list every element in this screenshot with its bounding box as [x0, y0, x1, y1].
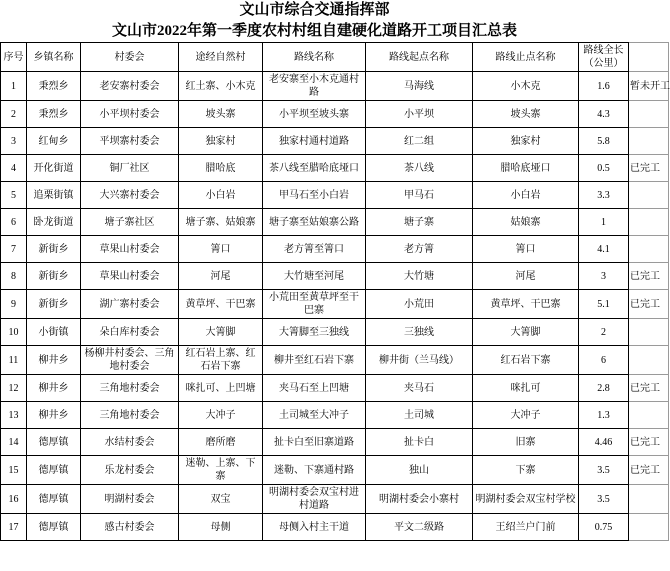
- cell-serial: 3: [1, 128, 27, 155]
- cell-end-point: 王绍兰户门前: [473, 514, 579, 541]
- header-township: 乡镇名称: [27, 43, 81, 72]
- cell-total-length: 5.1: [579, 290, 629, 319]
- cell-route-name: 小荒田至黄草坪至干巴寨: [263, 290, 366, 319]
- cell-serial: 10: [1, 319, 27, 346]
- header-village-committee: 村委会: [81, 43, 179, 72]
- cell-status: [629, 319, 669, 346]
- cell-natural-villages: 红石岩上寨、红石岩下寨: [179, 346, 263, 375]
- empty-grid-cell: [629, 21, 669, 43]
- cell-village-committee: 塘子寨社区: [81, 209, 179, 236]
- cell-township: 新街乡: [27, 290, 81, 319]
- cell-serial: 12: [1, 375, 27, 402]
- cell-village-committee: 平坝寨村委会: [81, 128, 179, 155]
- header-start-point: 路线起点名称: [366, 43, 473, 72]
- cell-village-committee: 感古村委会: [81, 514, 179, 541]
- cell-end-point: 咪扎可: [473, 375, 579, 402]
- table-row: [1, 236, 669, 263]
- cell-natural-villages: 独家村: [179, 128, 263, 155]
- cell-serial: 16: [1, 485, 27, 514]
- cell-village-committee: 水结村委会: [81, 429, 179, 456]
- cell-township: 追栗街镇: [27, 182, 81, 209]
- cell-status: [629, 182, 669, 209]
- cell-serial: 7: [1, 236, 27, 263]
- cell-township: 秉烈乡: [27, 101, 81, 128]
- cell-township: 柳井乡: [27, 402, 81, 429]
- cell-end-point: 小木克: [473, 72, 579, 101]
- cell-total-length: 0.5: [579, 155, 629, 182]
- cell-start-point: 塘子寨: [366, 209, 473, 236]
- cell-total-length: 3: [579, 263, 629, 290]
- cell-serial: 14: [1, 429, 27, 456]
- cell-status: [629, 485, 669, 514]
- cell-route-name: 大箐脚至三独线: [263, 319, 366, 346]
- table-row: [1, 429, 669, 456]
- header-natural-villages: 途经自然村: [179, 43, 263, 72]
- cell-village-committee: 杨柳井村委会、三角地村委会: [81, 346, 179, 375]
- cell-route-name: 小平坝至坡头寨: [263, 101, 366, 128]
- cell-status: 已完工: [629, 429, 669, 456]
- cell-serial: 4: [1, 155, 27, 182]
- cell-status: 已完工: [629, 375, 669, 402]
- cell-serial: 11: [1, 346, 27, 375]
- cell-total-length: 3.5: [579, 456, 629, 485]
- cell-route-name: 夹马石至上凹塘: [263, 375, 366, 402]
- cell-township: 德厚镇: [27, 429, 81, 456]
- table-row: [1, 155, 669, 182]
- cell-natural-villages: 红土寨、小木克: [179, 72, 263, 101]
- cell-village-committee: 小平坝村委会: [81, 101, 179, 128]
- cell-route-name: 明湖村委会双宝村进村道路: [263, 485, 366, 514]
- subtitle-row: [1, 21, 669, 43]
- cell-start-point: 甲马石: [366, 182, 473, 209]
- cell-start-point: 夹马石: [366, 375, 473, 402]
- cell-status: 已完工: [629, 290, 669, 319]
- cell-start-point: 独山: [366, 456, 473, 485]
- cell-status: [629, 209, 669, 236]
- cell-natural-villages: 河尾: [179, 263, 263, 290]
- table-row: [1, 72, 669, 101]
- cell-end-point: 旧寨: [473, 429, 579, 456]
- cell-natural-villages: 腊哈底: [179, 155, 263, 182]
- cell-end-point: 箐口: [473, 236, 579, 263]
- cell-end-point: 大冲子: [473, 402, 579, 429]
- cell-start-point: 土司城: [366, 402, 473, 429]
- cell-start-point: 三独线: [366, 319, 473, 346]
- cell-township: 柳井乡: [27, 375, 81, 402]
- cell-village-committee: 三角地村委会: [81, 402, 179, 429]
- header-row: [1, 43, 669, 72]
- table-row: [1, 402, 669, 429]
- cell-end-point: 黄草坪、干巴寨: [473, 290, 579, 319]
- cell-township: 德厚镇: [27, 514, 81, 541]
- cell-end-point: 红石岩下寨: [473, 346, 579, 375]
- cell-serial: 15: [1, 456, 27, 485]
- cell-status: [629, 236, 669, 263]
- cell-township: 德厚镇: [27, 456, 81, 485]
- table-row: [1, 290, 669, 319]
- cell-total-length: 2.8: [579, 375, 629, 402]
- table-row: [1, 375, 669, 402]
- cell-natural-villages: 黄草坪、干巴寨: [179, 290, 263, 319]
- cell-natural-villages: 磨所磨: [179, 429, 263, 456]
- table-row: [1, 485, 669, 514]
- cell-end-point: 腊哈底垭口: [473, 155, 579, 182]
- cell-serial: 6: [1, 209, 27, 236]
- cell-status: 已完工: [629, 155, 669, 182]
- cell-village-committee: 三角地村委会: [81, 375, 179, 402]
- cell-total-length: 3.3: [579, 182, 629, 209]
- cell-township: 秉烈乡: [27, 72, 81, 101]
- cell-total-length: 3.5: [579, 485, 629, 514]
- cell-total-length: 6: [579, 346, 629, 375]
- cell-end-point: 独家村: [473, 128, 579, 155]
- cell-township: 新街乡: [27, 236, 81, 263]
- cell-status: [629, 101, 669, 128]
- cell-end-point: 下寨: [473, 456, 579, 485]
- table-row: [1, 456, 669, 485]
- cell-village-committee: 老安寨村委会: [81, 72, 179, 101]
- cell-village-committee: 铜厂社区: [81, 155, 179, 182]
- cell-village-committee: 湖广寨村委会: [81, 290, 179, 319]
- cell-village-committee: 乐龙村委会: [81, 456, 179, 485]
- cell-status: 已完工: [629, 263, 669, 290]
- cell-start-point: 茶八线: [366, 155, 473, 182]
- cell-route-name: 老方箐至箐口: [263, 236, 366, 263]
- cell-status: 已完工: [629, 456, 669, 485]
- table-row: [1, 101, 669, 128]
- table-row: [1, 263, 669, 290]
- header-end-point: 路线止点名称: [473, 43, 579, 72]
- table-row: [1, 319, 669, 346]
- cell-natural-villages: 双宝: [179, 485, 263, 514]
- cell-total-length: 1.6: [579, 72, 629, 101]
- cell-natural-villages: 迷勒、上寨、下寨: [179, 456, 263, 485]
- header-total-length: 路线全长（公里）: [579, 43, 629, 72]
- cell-start-point: 明湖村委会小寨村: [366, 485, 473, 514]
- cell-natural-villages: 箐口: [179, 236, 263, 263]
- cell-end-point: 明湖村委会双宝村学校: [473, 485, 579, 514]
- cell-route-name: 老安寨至小木克通村路: [263, 72, 366, 101]
- cell-serial: 2: [1, 101, 27, 128]
- cell-route-name: 柳井至红石岩下寨: [263, 346, 366, 375]
- cell-township: 开化街道: [27, 155, 81, 182]
- cell-status: 暂未开工: [629, 72, 669, 101]
- cell-serial: 17: [1, 514, 27, 541]
- cell-serial: 5: [1, 182, 27, 209]
- cell-end-point: 河尾: [473, 263, 579, 290]
- cell-total-length: 4.3: [579, 101, 629, 128]
- cell-start-point: 柳井街（兰马线）: [366, 346, 473, 375]
- title-row: [1, 0, 669, 21]
- cell-total-length: 4.1: [579, 236, 629, 263]
- table-body: [1, 72, 669, 541]
- cell-route-name: 茶八线至腊哈底垭口: [263, 155, 366, 182]
- document-title: 文山市综合交通指挥部: [239, 1, 390, 18]
- cell-serial: 1: [1, 72, 27, 101]
- table-row: [1, 514, 669, 541]
- cell-natural-villages: 小白岩: [179, 182, 263, 209]
- cell-total-length: 4.46: [579, 429, 629, 456]
- cell-village-committee: 草果山村委会: [81, 263, 179, 290]
- cell-status: [629, 514, 669, 541]
- cell-route-name: 土司城至大冲子: [263, 402, 366, 429]
- cell-township: 卧龙街道: [27, 209, 81, 236]
- cell-total-length: 1: [579, 209, 629, 236]
- cell-status: [629, 128, 669, 155]
- table-row: [1, 182, 669, 209]
- header-status: [629, 43, 669, 72]
- cell-route-name: 迷勒、下寨通村路: [263, 456, 366, 485]
- cell-status: [629, 402, 669, 429]
- cell-village-committee: 朵白库村委会: [81, 319, 179, 346]
- cell-route-name: 塘子寨至姑娘寨公路: [263, 209, 366, 236]
- cell-total-length: 5.8: [579, 128, 629, 155]
- cell-serial: 9: [1, 290, 27, 319]
- cell-start-point: 小荒田: [366, 290, 473, 319]
- table-row: [1, 128, 669, 155]
- cell-natural-villages: 母侧: [179, 514, 263, 541]
- cell-start-point: 马海线: [366, 72, 473, 101]
- table-row: [1, 209, 669, 236]
- cell-start-point: 小平坝: [366, 101, 473, 128]
- cell-end-point: 小白岩: [473, 182, 579, 209]
- cell-natural-villages: 咪扎可、上凹塘: [179, 375, 263, 402]
- header-serial: 序号: [1, 43, 27, 72]
- cell-total-length: 2: [579, 319, 629, 346]
- cell-township: 德厚镇: [27, 485, 81, 514]
- cell-village-committee: 大兴寨村委会: [81, 182, 179, 209]
- cell-village-committee: 草果山村委会: [81, 236, 179, 263]
- cell-route-name: 大竹塘至河尾: [263, 263, 366, 290]
- cell-end-point: 坡头寨: [473, 101, 579, 128]
- cell-status: [629, 346, 669, 375]
- cell-start-point: 老方箐: [366, 236, 473, 263]
- cell-route-name: 独家村通村道路: [263, 128, 366, 155]
- document-subtitle: 文山市2022年第一季度农村村组自建硬化道路开工项目汇总表: [112, 22, 518, 39]
- cell-start-point: 扯卡白: [366, 429, 473, 456]
- cell-start-point: 大竹塘: [366, 263, 473, 290]
- cell-township: 红甸乡: [27, 128, 81, 155]
- cell-route-name: 扯卡白至旧寨道路: [263, 429, 366, 456]
- header-route-name: 路线名称: [263, 43, 366, 72]
- cell-township: 柳井乡: [27, 346, 81, 375]
- cell-start-point: 平文二级路: [366, 514, 473, 541]
- cell-natural-villages: 大箐脚: [179, 319, 263, 346]
- cell-end-point: 大箐脚: [473, 319, 579, 346]
- cell-serial: 8: [1, 263, 27, 290]
- cell-natural-villages: 大冲子: [179, 402, 263, 429]
- cell-natural-villages: 塘子寨、姑娘寨: [179, 209, 263, 236]
- cell-start-point: 红二组: [366, 128, 473, 155]
- cell-end-point: 姑娘寨: [473, 209, 579, 236]
- cell-route-name: 甲马石至小白岩: [263, 182, 366, 209]
- table-row: [1, 346, 669, 375]
- cell-village-committee: 明湖村委会: [81, 485, 179, 514]
- cell-township: 小街镇: [27, 319, 81, 346]
- cell-total-length: 0.75: [579, 514, 629, 541]
- cell-serial: 13: [1, 402, 27, 429]
- cell-natural-villages: 坡头寨: [179, 101, 263, 128]
- cell-total-length: 1.3: [579, 402, 629, 429]
- cell-township: 新街乡: [27, 263, 81, 290]
- cell-route-name: 母侧入村主干道: [263, 514, 366, 541]
- empty-grid-cell: [629, 0, 669, 21]
